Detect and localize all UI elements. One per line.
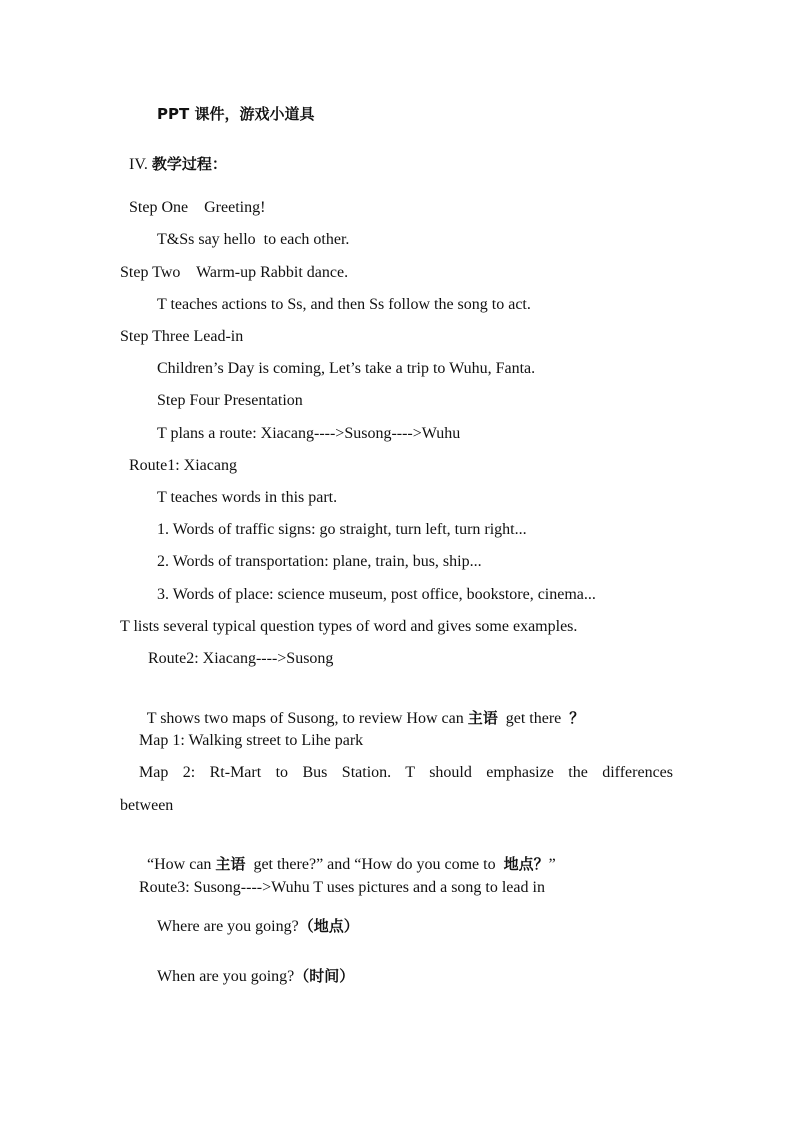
step-two-detail: T teaches actions to Ss, and then Ss follow the song to act. [157,296,531,313]
when-question: When are you going? [157,968,295,985]
step-one-detail: T&Ss say hello to each other. [157,231,350,248]
maps-line-text-2: get there [497,710,570,727]
words-item-1: 1. Words of traffic signs: go straight, turn left, turn right... [157,521,527,538]
how-place: 地点？ [503,855,549,873]
section-number: IV. [129,156,148,173]
how-subject: 主语 [215,855,246,873]
lists-line: T lists several typical question types of word and gives some examples. [120,618,578,635]
how-line-text-2: get there?” and “How do you come to [245,856,504,873]
where-hint: （地点） [298,917,359,935]
maps-subject: 主语 [467,709,498,727]
section-heading [129,154,227,175]
step-three-detail: Children’s Day is coming, Let’s take a trip to Wuhu, Fanta. [157,360,536,377]
route-two: Route2: Xiacang---->Susong [148,650,334,667]
step-three: Step Three Lead-in [120,328,244,345]
map-two: Map 2: Rt-Mart to Bus Station. T should emphasize the differences [139,764,673,781]
step-two: Step Two Warm-up Rabbit dance. [120,264,349,281]
maps-question-mark: ？ [569,709,585,727]
where-question: Where are you going? [157,918,299,935]
route-plan: T plans a route: Xiacang---->Susong---->Wuhu [157,425,461,442]
how-line [139,834,556,875]
words-item-3: 3. Words of place: science museum, post office, bookstore, cinema... [157,586,596,603]
maps-line-text: T shows two maps of Susong, to review How can [146,710,468,727]
maps-line [139,688,584,729]
route-one: Route1: Xiacang [129,457,237,474]
map-two-continued: between [120,797,174,814]
route-three: Route3: Susong---->Wuhu T uses pictures and a song to lead in [139,879,545,896]
section-title: 教学过程： [151,155,227,173]
how-line-text-3: ” [548,856,556,873]
step-four: Step Four Presentation [157,392,303,409]
when-line [157,966,354,987]
step-one: Step One Greeting! [129,199,266,216]
route-one-detail: T teaches words in this part. [157,489,338,506]
where-line [157,916,359,937]
materials-line: PPT 课件，游戏小道具 [157,105,315,123]
how-line-text: “How can [147,856,216,873]
map-one: Map 1: Walking street to Lihe park [139,732,364,749]
words-item-2: 2. Words of transportation: plane, train, bus, ship... [157,553,482,570]
when-hint: （时间） [294,967,355,985]
